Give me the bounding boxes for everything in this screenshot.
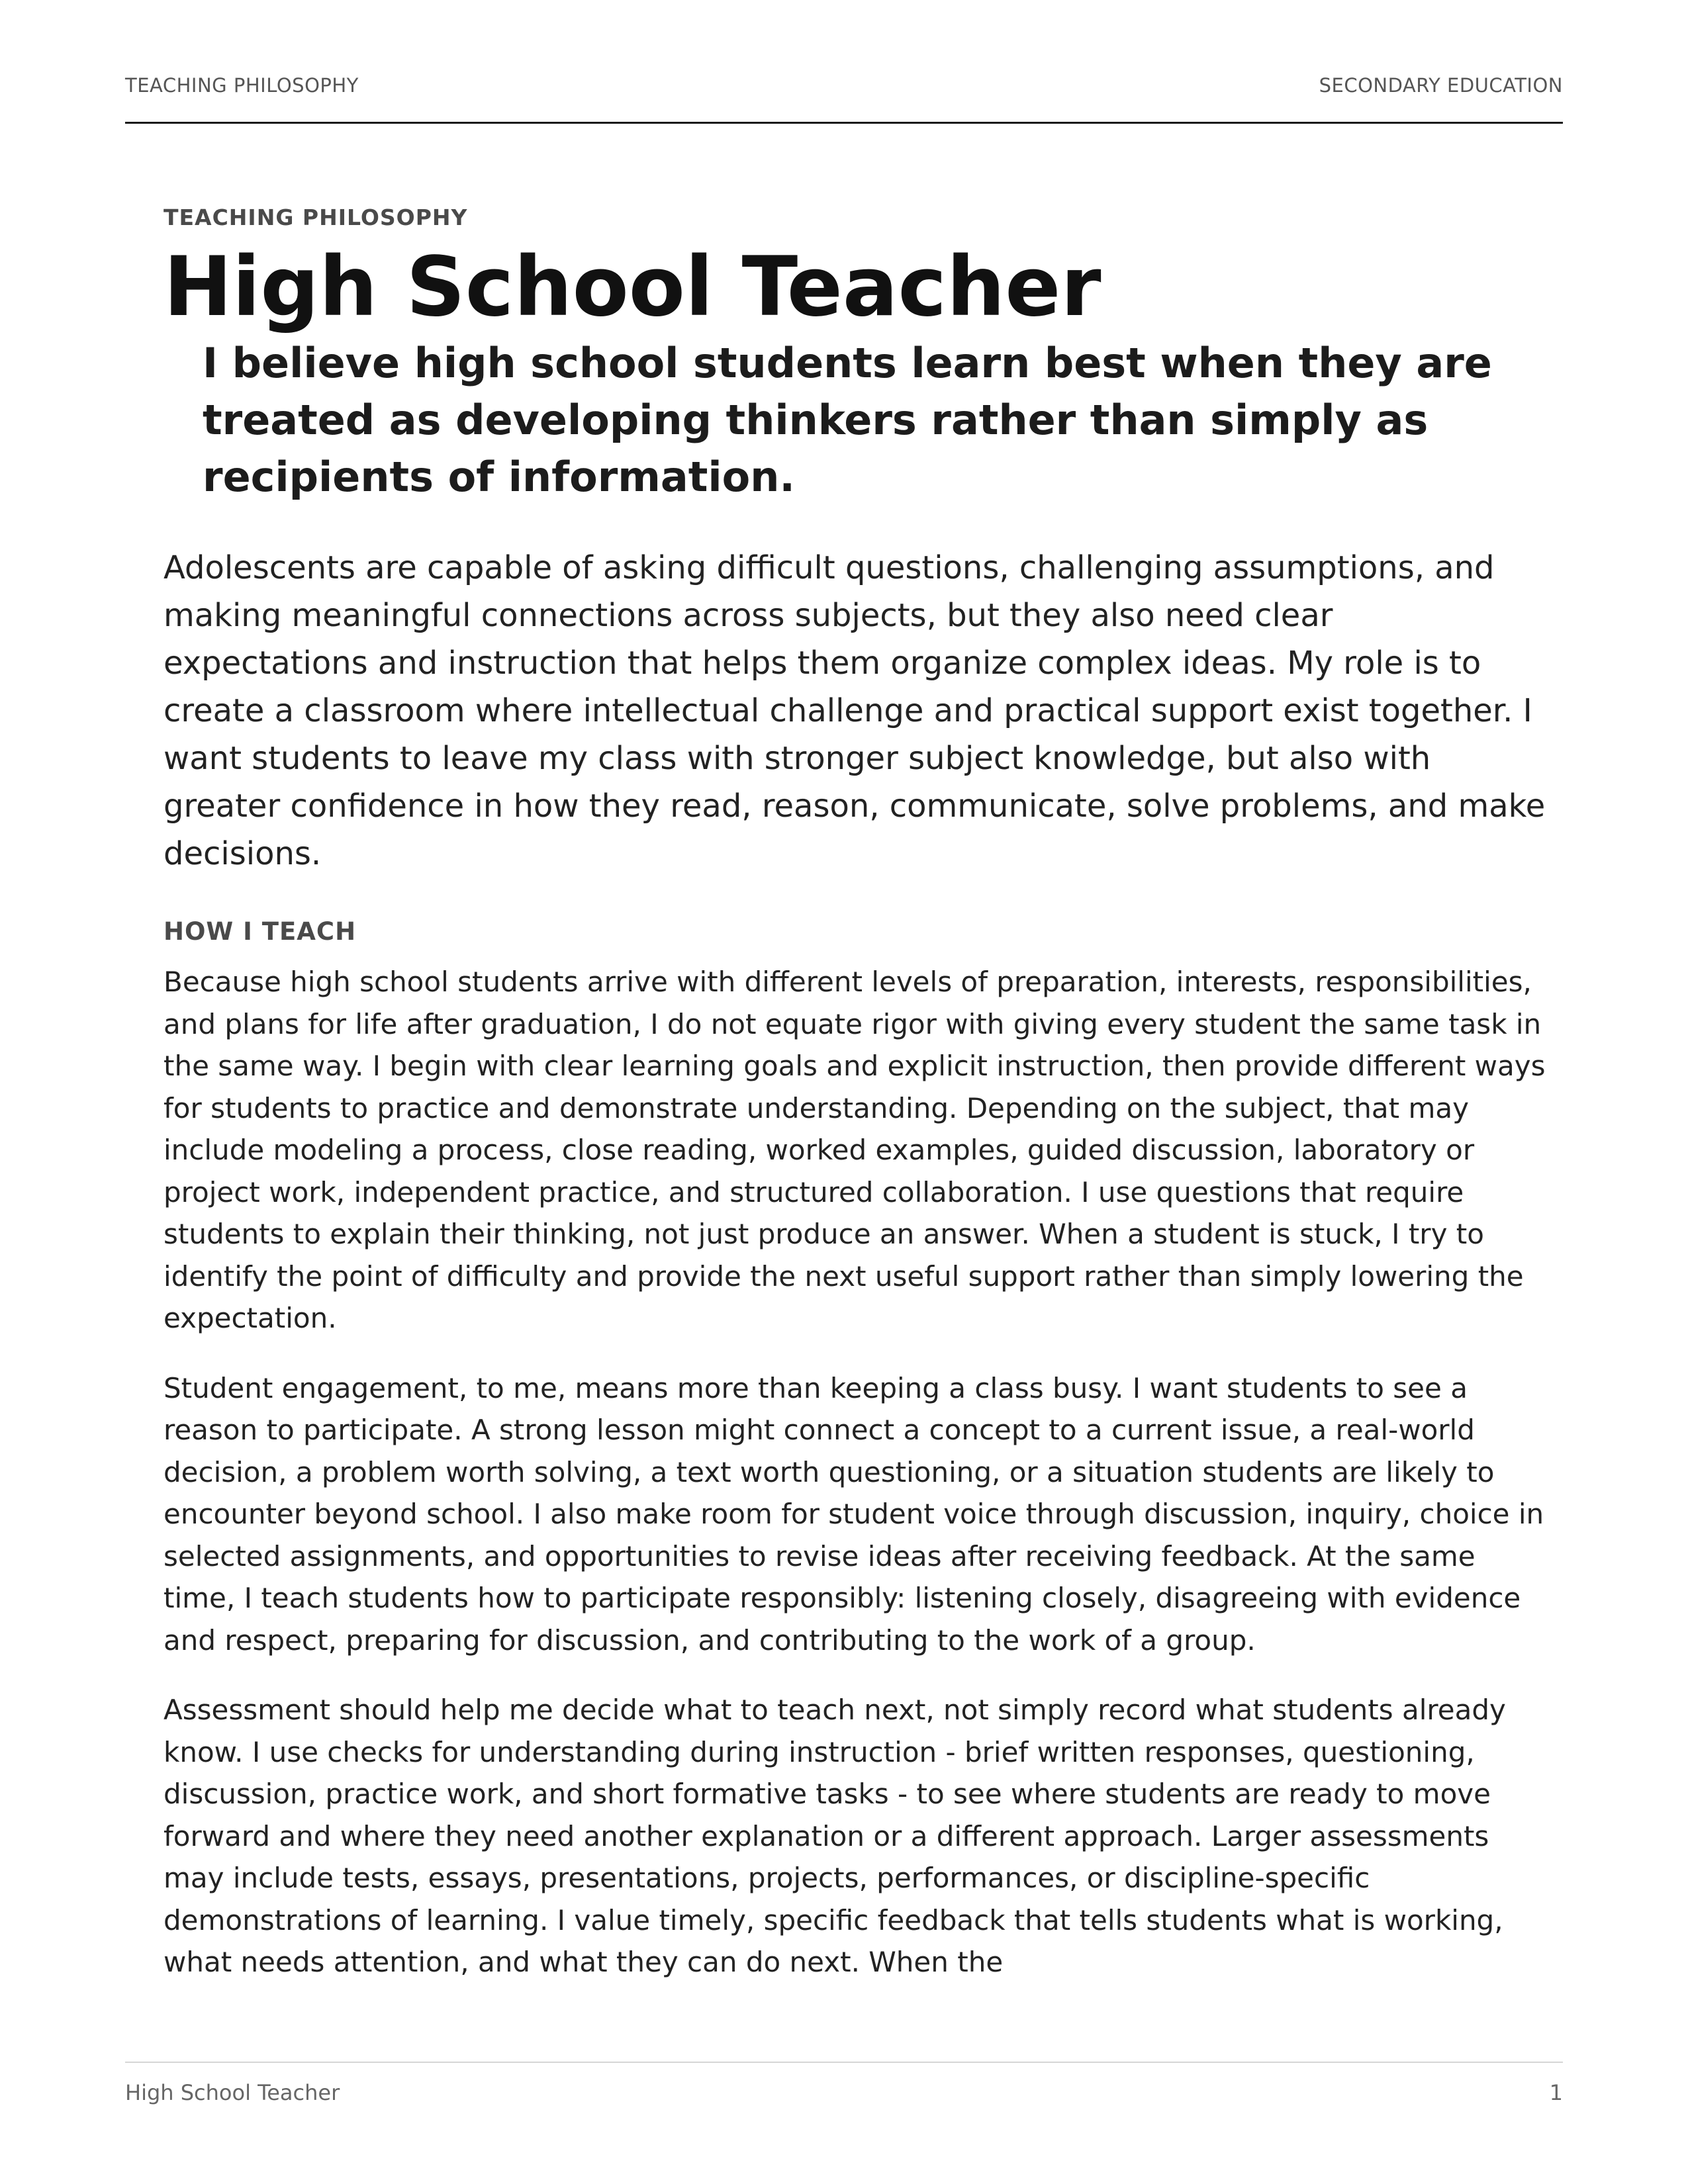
page-title: High School Teacher [164,240,1102,335]
eyebrow-label: TEACHING PHILOSOPHY [164,205,468,230]
intro-paragraph: Adolescents are capable of asking difficult questions, challenging assumptions, and making meaningful connections across subjects, but they also need clear expectations and instruction that helps them organize complex ideas. My role is to create a classroom where intellectual challenge and practical support exist together. I want students to leave my class with stronger subject knowledge, but also with greater confidence in how they read, reason, communicate, solve problems, and make decisions. [164,549,1546,872]
running-header [125,71,1563,124]
body-paragraph-instruction: Because high school students arrive with different levels of preparation, interests, responsibilities, and plans for life after graduation, I do not equate rigor with giving every student the same task in the same way. I begin with clear learning goals and explicit instruction, then provide different ways for students to practice and demonstrate understanding. Depending on the subject, that may include modeling a process, close reading, worked examples, guided discussion, laboratory or project work, independent practice, and structured collaboration. I use questions that require students to explain their thinking, not just produce an answer. When a student is stuck, I try to identify the point of difficulty and provide the next useful support rather than simply lowering the expectation. [164,966,1546,1334]
document-body [164,199,1547,1983]
lead-statement: I believe high school students learn best when they are treated as developing thinkers rather than simply as recipients of information. [203,339,1492,501]
header-left-label: TEACHING PHILOSOPHY [125,74,359,97]
page-number: 1 [1549,2080,1563,2105]
header-right-label: SECONDARY EDUCATION [1319,74,1563,97]
running-footer [125,2062,1563,2105]
body-paragraph-assessment: Assessment should help me decide what to teach next, not simply record what students already know. I use checks for understanding during instruction - brief written responses, questioning, discussion, practice work, and short formative tasks - to see where students are ready to move forward and where they need another explanation or a different approach. Larger assessments may include tests, essays, presentations, projects, performances, or discipline-specific demonstrations of learning. I value timely, specific feedback that tells students what is working, what needs attention, and what they can do next. When the [164,1694,1506,1978]
body-paragraph-engagement: Student engagement, to me, means more than keeping a class busy. I want students to see a reason to participate. A strong lesson might connect a concept to a current issue, a real-world decision, a problem worth solving, a text worth questioning, or a situation students are likely to encounter beyond school. I also make room for student voice through discussion, inquiry, choice in selected assignments, and opportunities to revise ideas after receiving feedback. At the same time, I teach students how to participate responsibly: listening closely, disagreeing with evidence and respect, preparing for discussion, and contributing to the work of a group. [164,1371,1544,1657]
footer-document-title: High School Teacher [125,2080,340,2105]
section-heading-how-i-teach: HOW I TEACH [164,917,357,946]
